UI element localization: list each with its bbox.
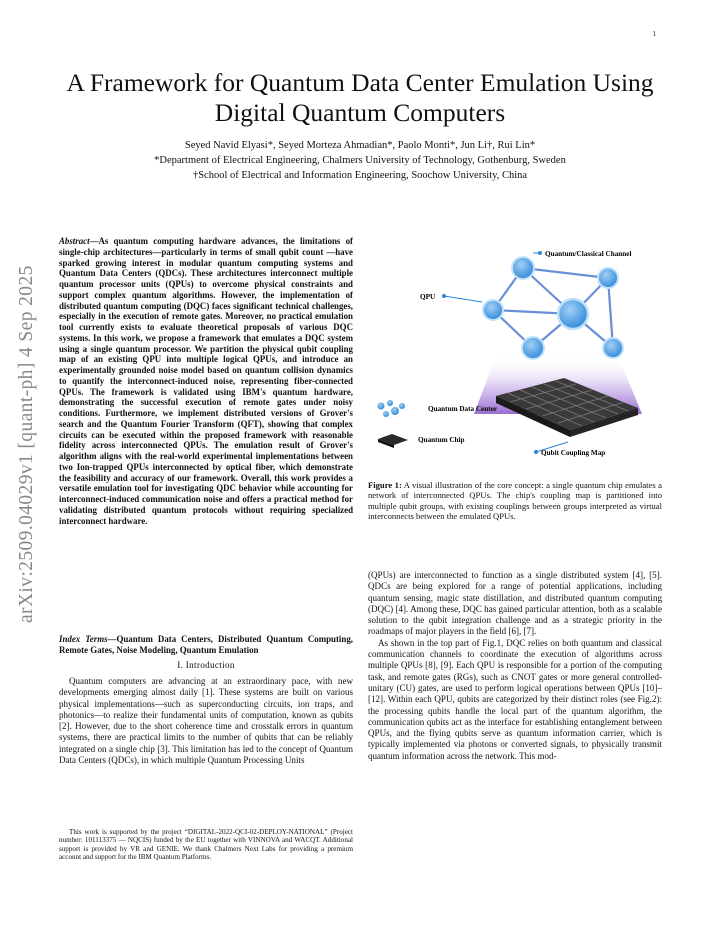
qpu-node-icon [598,268,618,288]
body-paragraph: (QPUs) are interconnected to function as a single distributed system [4], [5]. QDCs are being explored for a range of potential applications, including quantum sensing, magic state distillation, and distributed quantum computing (DQC) [4]. Among these, DQC has gained particular attention, both as a scalable solution to the qubit integration challenge and as a strategic priority in the roadmaps of major players in the field [6], [7]. [368,570,662,637]
index-terms [59,634,353,656]
arxiv-watermark: arXiv:2509.04029v1 [quant-ph] 4 Sep 2025 [16,265,37,623]
section-title: I. Introduction [177,660,235,670]
author-list: Seyed Navid Elyasi*, Seyed Morteza Ahmadian*, Paolo Monti*, Jun Li†, Rui Lin* [184,140,536,151]
abstract-label: Abstract [59,236,90,246]
qpu-node-icon [522,337,544,359]
footnote: This work is supported by the project “DIGITAL-2022-QCI-02-DEPLOY-NATIONAL” (Project number: 101113375 — NQCIS) funded by the EU together with VINNOVA and WACQT. Additional support is provided by VR and GENIE. We thank Chalmers Next Labs for providing a premium account and support for the IBM Quantum Platforms. [59,828,353,862]
figure-1 [368,236,662,468]
label-chip: Quantum Chip [418,436,465,444]
caption-text: A visual illustration of the core concept: a single quantum chip emulates a network of interconnected QPUs. The chip's coupling map is partitioned into multiple qubit groups, with existing couplings between groups interpreted as virtual interconnects between the emulated QPUs. [368,480,662,522]
affiliation-1: *Department of Electrical Engineering, Chalmers University of Technology, Gothenburg, Sweden [154,155,566,166]
affiliation-2: †School of Electrical and Information Engineering, Soochow University, China [192,170,528,181]
label-channel: Quantum/Classical Channel [545,250,632,258]
qpu-node-icon [512,257,534,279]
figure-caption [368,480,662,522]
abstract [59,236,353,526]
page-number: 1 [652,30,656,38]
qpu-node-icon [603,338,623,358]
qpu-node-icon [558,299,588,329]
figure-1-illustration [368,236,662,468]
label-coupling: Qubit Coupling Map [541,449,606,457]
chip-icon [378,434,408,448]
right-column-text [368,570,662,762]
paper-title: A Framework for Quantum Data Center Emulation Using Digital Quantum Computers [66,68,654,127]
label-qpu: QPU [420,293,436,301]
index-terms-text: —Quantum Data Centers, Distributed Quantum Computing, Remote Gates, Noise Modeling, Quantum Emulation [59,634,353,655]
data-center-icon [378,400,406,417]
qpu-node-icon [483,300,503,320]
intro-paragraph: Quantum computers are advancing at an extraordinary pace, with new developments emerging almost daily [1]. These systems are built on various physical implementations—such as superconducting circuits, ion traps, and photonics—to realize their fundamental units of computation, known as qubits [2]. However, due to the short coherence time and crosstalk errors in quantum systems, there are practical limits to the number of qubits that can be reliably integrated on a single chip [3]. This limitation has led to the concept of Quantum Data Centers (QDCs), in which multiple Quantum Processing Units [59,676,353,766]
network-links [493,268,613,348]
caption-label: Figure 1: [368,480,402,490]
abstract-text: —As quantum computing hardware advances, the limitations of single-chip architectures—particularly in terms of small qubit count —have sparked growing interest in modular quantum computing systems and Quantum Data Centers (QDCs). These architectures interconnect multiple quantum processor units (QPUs) to overcome physical constraints and support complex quantum algorithms. However, the implementation of distributed quantum computing (DQC) faces significant technical challenges, especially in the execution of remote gates. Moreover, no practical emulation tool currently exists to evaluate theoretical proposals of various DQC systems. In this work, we propose a framework that emulates a DQC system using a single quantum processor. We partition the physical qubit coupling map of an existing QPU into multiple logical QPUs, and introduce an experimentally grounded noise model based on quantum collision dynamics to quantify the interconnect-induced noise, representing fiber-connected QPUs. The framework is validated using IBM's quantum hardware, demonstrating the successful execution of remote gates under noisy conditions. Furthermore, we implement distributed versions of Grover's search and the Quantum Fourier Transform (QFT), showing that complex circuits can be executed within the proposed framework with reasonable fidelity across interconnected QPUs. The emulation result of Grover's algorithm aligns with the real-world experimental implementations between two Ion-trapped QPUs interconnected by optical fiber, which demonstrate the feasibility and accuracy of our framework. Overall, this work provides a versatile emulation tool for investigating QDC behavior while accounting for interconnect-induced communication noise and offers a practical method for validating distributed quantum protocols without requiring specialized interconnect hardware. [59,236,353,526]
index-terms-label: Index Terms [59,634,108,644]
body-paragraph: As shown in the top part of Fig.1, DQC relies on both quantum and classical communication channels to coordinate the execution of algorithms across multiple QPUs [8], [9]. Each QPU is responsible for a portion of the computing task, and remote gates (RGs), such as CNOT gates or more general controlled-unitary (CU) gates, are used to perform logical operations between QPUs [10]–[12]. Within each QPU, qubits are categorized by their distinct roles (see Fig.2): the processing qubits handle the local part of the quantum algorithm, the communication qubits act as the interface for establishing entanglement between QPUs, and the flying qubits serve as quantum information carrier, which is typically implemented via photons or converted signals, to physically transmit quantum information across the network. This mod- [368,637,662,761]
label-data-center: Quantum Data Center [428,405,498,413]
